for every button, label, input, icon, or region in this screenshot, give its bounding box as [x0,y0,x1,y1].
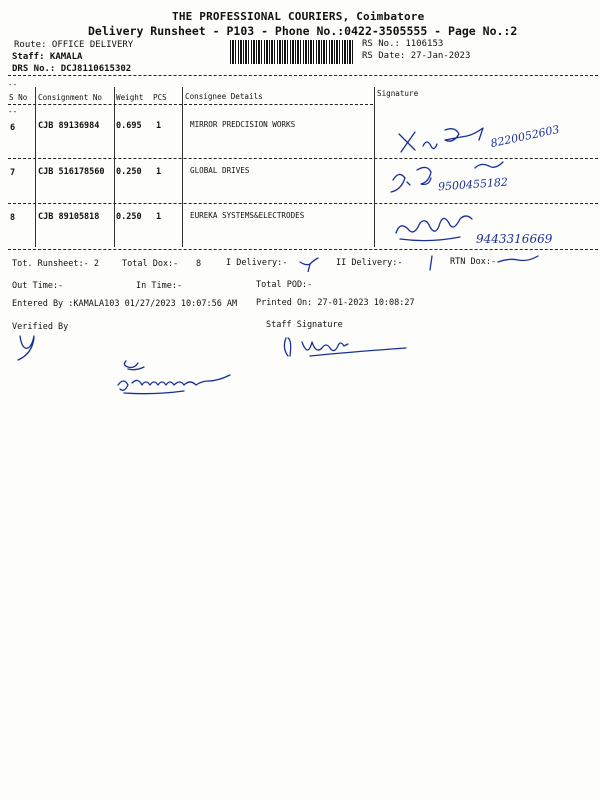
row-pcs: 1 [156,167,162,177]
rs-number: RS No.: 1106153 [362,39,444,49]
row-consignment: CJB 89105818 [38,212,100,222]
header-divider [8,75,598,76]
row-weight: 0.250 [116,212,142,222]
column-divider [114,87,115,247]
row-consignee: MIRROR PREDCISION WORKS [190,120,296,129]
printed-on: Printed On: 27-01-2023 10:08:27 [256,298,415,308]
drs-number: DRS No.: DCJ8110615302 [12,64,132,74]
verified-by-label: Verified By [12,322,69,332]
row-pcs: 1 [156,121,162,131]
ii-delivery-label: II Delivery:- [336,258,403,268]
row-pcs: 1 [156,212,162,222]
rs-date: RS Date: 27-Jan-2023 [362,51,471,61]
i-delivery-mark [298,256,322,272]
divider-marks: -- [8,107,18,116]
row-divider [8,249,598,250]
signature-phone: 9443316669 [476,232,553,246]
staff-signature [280,332,410,362]
row-sno: 7 [10,168,16,178]
total-dox-value: 8 [196,259,202,269]
company-title: THE PROFESSIONAL COURIERS, Coimbatore [172,10,425,23]
rtn-dox-label: RTN Dox:- [450,257,497,267]
total-pod: Total POD:- [256,280,313,290]
row-weight: 0.695 [116,121,142,131]
barcode [230,40,354,64]
row-consignee: GLOBAL DRIVES [190,166,250,175]
signature-phone: 9500455182 [437,175,509,194]
row-divider [8,203,598,204]
header-underline [8,104,373,105]
row-consignee: EUREKA SYSTEMS&ELECTRODES [190,211,305,220]
column-divider [374,87,375,247]
divider-marks: -- [8,80,18,89]
i-delivery-label: I Delivery:- [226,258,288,268]
header-weight: Weight [116,93,144,102]
staff-signature-label: Staff Signature [266,320,343,330]
header-consignee: Consignee Details [185,92,263,101]
entered-by: Entered By :KAMALA103 01/27/2023 10:07:56 AM [12,299,238,309]
handwritten-note [110,355,270,401]
out-time: Out Time:- [12,281,64,291]
header-pcs: PCS [153,93,167,102]
header-sno: S No [9,93,28,102]
signature-phone: 8220052603 [489,122,561,151]
staff-label: Staff: KAMALA [12,52,83,62]
in-time: In Time:- [136,281,183,291]
total-dox-label: Total Dox:- [122,259,179,269]
verified-by-signature [12,330,42,362]
column-divider [35,87,36,247]
column-divider [182,87,183,247]
row-weight: 0.250 [116,167,142,177]
tot-runsheet: Tot. Runsheet:- 2 [12,259,99,269]
route-label: Route: OFFICE DELIVERY [14,40,134,50]
row-consignment: CJB 89136984 [38,121,100,131]
row-sno: 6 [10,123,16,133]
runsheet-title: Delivery Runsheet - P103 - Phone No.:0422-3505555 - Page No.:2 [88,24,518,38]
header-signature: Signature [377,89,419,98]
rtn-dox-mark [496,254,540,266]
header-consignment: Consignment No [38,93,103,102]
ii-delivery-mark [426,254,438,272]
row-sno: 8 [10,213,16,223]
row-consignment: CJB 516178560 [38,167,105,177]
